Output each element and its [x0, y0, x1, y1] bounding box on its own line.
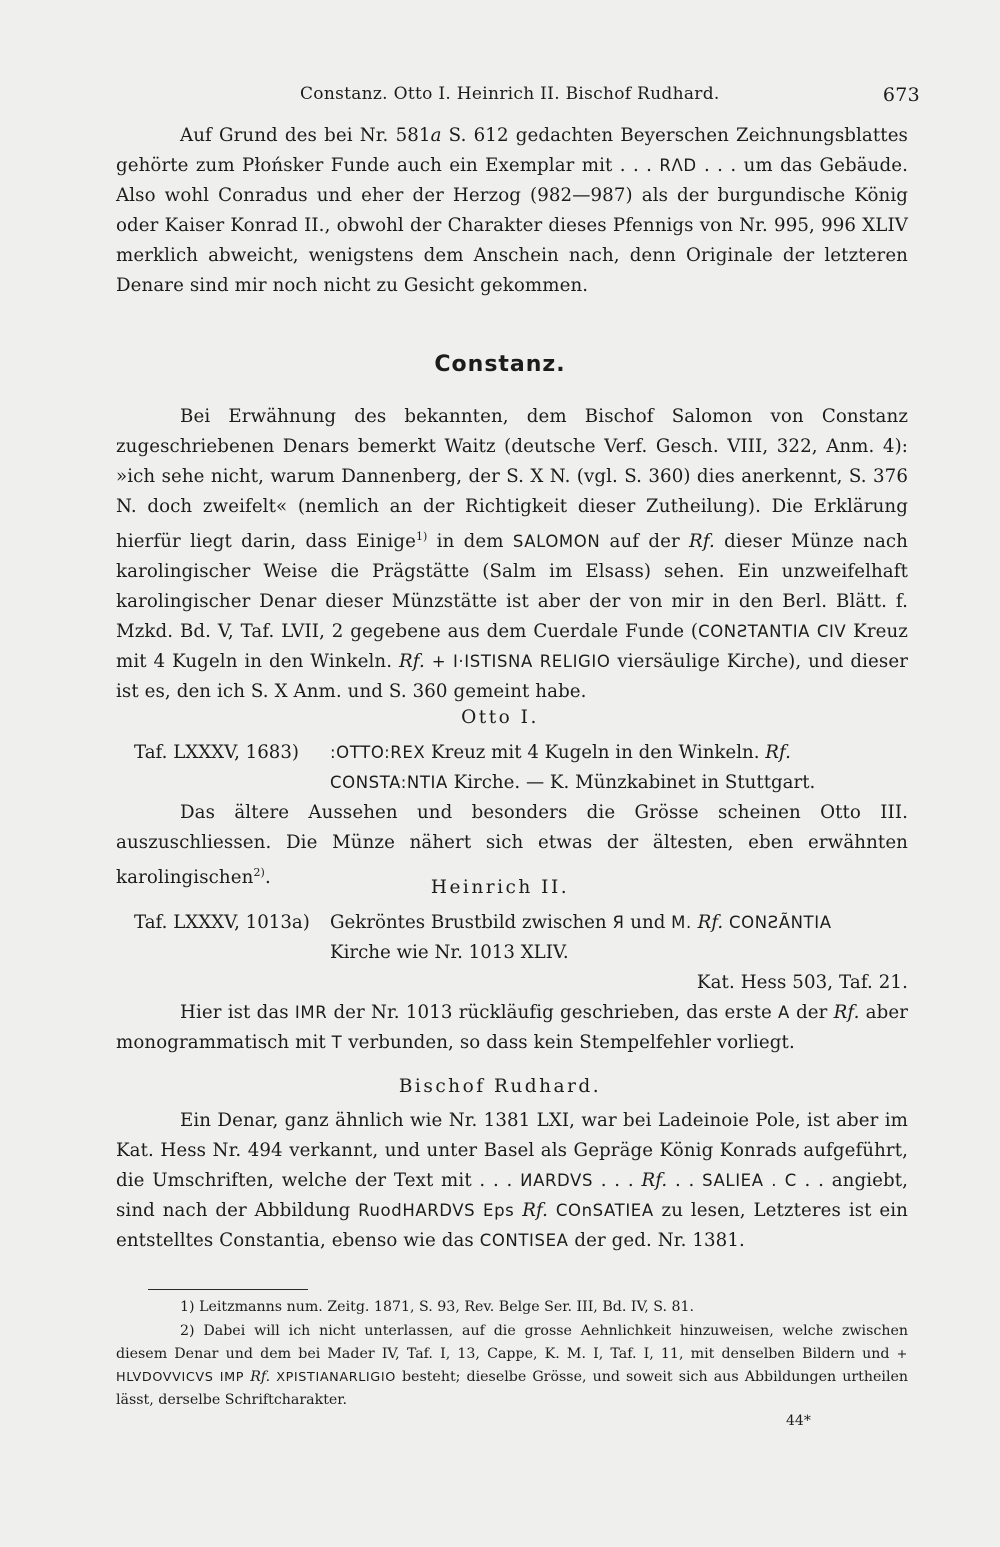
text-run: . [264, 867, 271, 889]
text-run: Kreuz mit 4 Kugeln in den Winkeln. [425, 742, 766, 763]
coin-legend: SALOMON [512, 532, 601, 552]
footnote-2 [116, 1320, 908, 1412]
subheading-rudhard: Bischof Rudhard. [398, 1076, 602, 1097]
coin-legend: CONSTA:NTIA [330, 773, 448, 792]
footnote-marker: 1) [415, 530, 428, 543]
text-run: auf der [600, 531, 690, 553]
reverse-abbrev: Rf. [398, 651, 425, 673]
footnote-divider [148, 1289, 308, 1290]
reverse-abbrev: Rf. [641, 1170, 668, 1191]
text-run: in dem [427, 531, 513, 553]
text-run: Gekröntes Brustbild zwischen [330, 912, 613, 933]
reverse-abbrev: Rf. [522, 1200, 549, 1221]
text-run: zu lesen, Letzteres ist ein entstelltes Constantia, ebenso wie das [116, 1200, 908, 1251]
text-run: der ged. Nr. 1381. [568, 1230, 745, 1251]
running-title: Constanz. Otto I. Heinrich II. Bischof Rudhard. [300, 84, 720, 104]
coin-legend: RuodHARDVS Eps [358, 1201, 515, 1220]
footnote-1: 1) Leitzmanns num. Zeitg. 1871, S. 93, Rev. Belge Ser. III, Bd. IV, S. 81. [180, 1299, 695, 1315]
text-run [548, 1200, 556, 1221]
text-run: und [624, 912, 672, 933]
text-run: verbunden, so dass kein Stempelfehler vorliegt. [342, 1032, 795, 1053]
intro-paragraph [116, 121, 908, 301]
coin-legend: IMR [294, 1003, 328, 1022]
coin-legend: ИARDVS [520, 1171, 594, 1190]
coin-legend: :OTTO:REX [330, 743, 426, 762]
coin-legend: COnSATIEA [555, 1201, 654, 1220]
coin-legend: CONTISEA [479, 1231, 569, 1250]
text-run: besteht; dieselbe Grösse, und soweit sich aus Abbildungen urtheilen lässt, derselbe Schriftcharakter. [116, 1369, 909, 1408]
text-run: viersäulige Kirche), und dieser ist es, den ich S. X Anm. und S. 360 gemeint habe. [116, 651, 908, 703]
constanz-paragraph [116, 402, 908, 707]
reverse-abbrev: Rf. [833, 1002, 860, 1023]
heinrich-source: Kat. Hess 503, Taf. 21. [696, 972, 908, 993]
coin-legend: CONƧÃNTIA [729, 913, 832, 932]
text-run: der [789, 1002, 834, 1023]
coin-legend: M. [671, 913, 692, 932]
text-run: Kreuz mit 4 Kugeln in den Winkeln. [116, 621, 908, 673]
text-run: Kirche wie Nr. 1013 XLIV. [330, 942, 569, 963]
text-run: . . angiebt, sind nach der Abbildung [116, 1170, 909, 1221]
text-run: S. 612 gedachten Beyerschen Zeichnungsblattes gehörte zum Płońsker Funde auch ein Exemplar mit . . . [116, 125, 908, 176]
text-run: Bei Erwähnung des bekannten, dem Bischof Salomon von Constanz zugeschriebenen Denars bemerkt Waitz (deutsche Verf. Gesch. VIII, 322, Anm. 4): »ich sehe nicht, warum Dannenberg, der S. X N. (vgl. S. 360) dies anerkennt, S. 376 N. doch zweifelt« (nemlich an der Richtigkeit dieser Zutheilung). Die Erklärung hierfür liegt darin, dass Einige [116, 406, 908, 553]
italic-run: a [430, 125, 442, 146]
text-run [425, 651, 432, 672]
reverse-abbrev: Rf. [765, 742, 791, 763]
text-run: der Nr. 1013 rückläufig geschrieben, das erste [327, 1002, 779, 1023]
rudhard-paragraph [116, 1106, 908, 1256]
footnote-marker: 2) [253, 866, 265, 879]
text-run: . . . um das Gebäude. Also wohl Conradus und eher der Herzog (982—987) als der burgundische König oder Kaiser Konrad II., obwohl der Charakter dieses Pfennigs von Nr. 995, 996 XLIV merklich abweicht, wenigstens dem Anschein nach, denn Originale der letzteren Denare sind mir noch nicht zu Gesicht gekommen. [116, 155, 908, 296]
text-run: Ein Denar, ganz ähnlich wie Nr. 1381 LXI, war bei Ladeinoie Pole, ist aber im Kat. Hess Nr. 494 verkannt, und unter Basel als Gepräge König Konrads aufgeführt, die Umschriften, welche der Text mit . . . [116, 1110, 908, 1191]
text-run: dieser Münze nach karolingischer Weise die Prägstätte (Salm im Elsass) sehen. Ein unzweifelhaft karolingischer Denar dieser Münzstätte ist aber der von mir in den Berl. Blätt. f. Mzkd. Bd. V, Taf. LVII, 2 gegebene aus dem Cuerdale Funde ( [116, 531, 908, 643]
reverse-abbrev: Rf. [697, 912, 724, 933]
coin-legend: Я [612, 913, 625, 932]
text-run: Hier ist das [180, 1002, 295, 1023]
coin-legend: XPISTIANARLIGIO [276, 1370, 396, 1385]
subheading-heinrich: Heinrich II. [430, 877, 570, 898]
text-run: . . [667, 1170, 703, 1191]
plate-reference: Taf. LXXXV, 1683) [134, 742, 300, 763]
reverse-abbrev: Rf. [250, 1369, 271, 1385]
heinrich-paragraph [116, 998, 908, 1058]
entry-description [330, 738, 910, 798]
text-run: Das ältere Aussehen und besonders die Grösse scheinen Otto III. auszuschliessen. Die Münze nähert sich etwas der ältesten, eben erwähnten karolingischen [116, 802, 908, 889]
text-run: aber monogrammatisch mit [116, 1002, 908, 1053]
running-header [150, 84, 920, 112]
text-run: Auf Grund des bei Nr. [180, 125, 396, 146]
text-run: 581 [395, 125, 431, 146]
coin-legend: SALIEA . C [702, 1171, 797, 1190]
subheading-otto: Otto I. [461, 707, 539, 728]
reverse-abbrev: Rf. [689, 531, 715, 553]
text-run: Kirche. — K. Münzkabinet in Stuttgart. [447, 772, 816, 793]
page-number: 673 [882, 84, 920, 106]
section-title-constanz: Constanz. [434, 352, 566, 377]
coin-legend: + HLVDOVVICVS IMP [116, 1347, 908, 1385]
coin-legend: CONƧTANTIA CIV [698, 622, 847, 642]
signature-mark: 44* [786, 1413, 811, 1429]
text-run: . . . [593, 1170, 642, 1191]
coin-legend: + I·ISTISNA RELIGIO [431, 652, 611, 672]
entry-description [330, 908, 910, 968]
text-run: 2) Dabei will ich nicht unterlassen, auf die grosse Aehnlichkeit hinzuweisen, welche zwischen diesem Denar und dem bei Mader IV, Taf. I, 13, Cappe, K. M. I, Taf. I, 11, mit denselben Bildern und [116, 1323, 908, 1362]
plate-reference: Taf. LXXXV, 1013a) [134, 912, 310, 933]
coin-legend: A [778, 1003, 790, 1022]
coin-legend: RΛD [659, 156, 697, 175]
coin-legend: T [331, 1033, 343, 1052]
